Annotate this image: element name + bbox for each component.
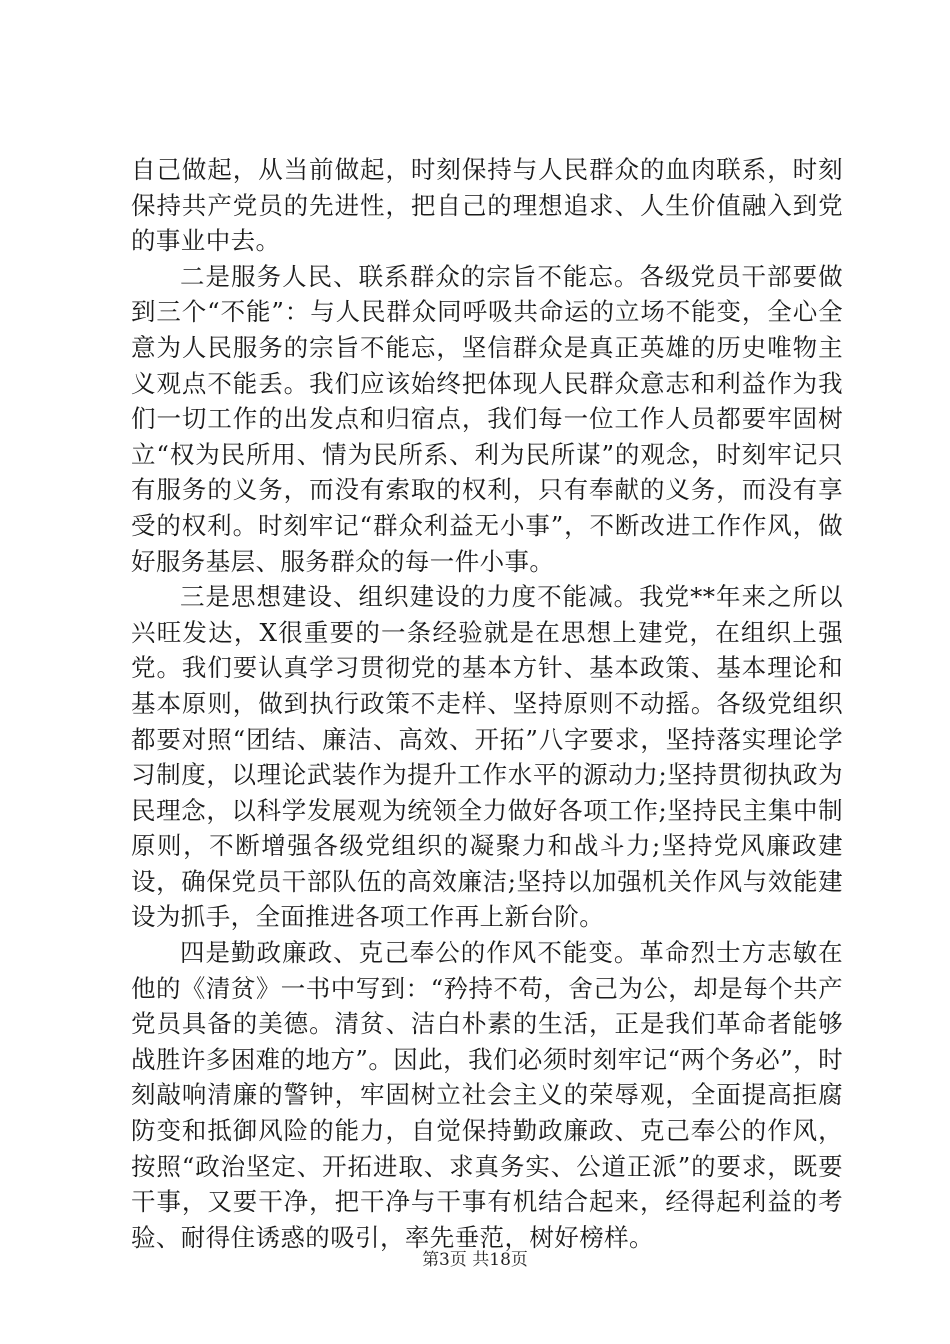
page-number-footer: 第3页 共18页: [422, 1250, 528, 1270]
paragraph-point-two: 二是服务人民、联系群众的宗旨不能忘。各级党员干部要做到三个“不能”：与人民群众同呼吸共命运的立场不能变，全心全意为人民服务的宗旨不能忘，坚信群众是真正英雄的历史唯物主义观点不能丢。我们应该始终把体现人民群众意志和利益作为我们一切工作的出发点和归宿点，我们每一位工作人员都要牢固树立“权为民所用、情为民所系、利为民所谋”的观念，时刻牢记只有服务的义务，而没有索取的权利，只有奉献的义务，而没有享受的权利。时刻牢记“群众利益无小事”，不断改进工作作风，做好服务基层、服务群众的每一件小事。: [131, 261, 843, 576]
body-text: [131, 152, 843, 1255]
paragraph-point-three: 三是思想建设、组织建设的力度不能减。我党**年来之所以兴旺发达，X很重要的一条经验就是在思想上建党，在组织上强党。我们要认真学习贯彻党的基本方针、基本政策、基本理论和基本原则，做到执行政策不走样、坚持原则不动摇。各级党组织都要对照“团结、廉洁、高效、开拓”八字要求，坚持落实理论学习制度，以理论武装作为提升工作水平的源动力;坚持贯彻执政为民理念，以科学发展观为统领全力做好各项工作;坚持民主集中制原则，不断增强各级党组织的凝聚力和战斗力;坚持党风廉政建设，确保党员干部队伍的高效廉洁;坚持以加强机关作风与效能建设为抓手，全面推进各项工作再上新台阶。: [131, 582, 843, 932]
paragraph-continuation: 自己做起，从当前做起，时刻保持与人民群众的血肉联系，时刻保持共产党员的先进性，把自己的理想追求、人生价值融入到党的事业中去。: [131, 155, 843, 256]
paragraph-point-four: 四是勤政廉政、克己奉公的作风不能变。革命烈士方志敏在他的《清贫》一书中写到：“矜持不苟，舍己为公，却是每个共产党员具备的美德。清贫、洁白朴素的生活，正是我们革命者能够战胜许多困难的地方”。因此，我们必须时刻牢记“两个务必”，时刻敲响清廉的警钟，牢固树立社会主义的荣辱观，全面提高拒腐防变和抵御风险的能力，自觉保持勤政廉政、克己奉公的作风，按照“政治坚定、开拓进取、求真务实、公道正派”的要求，既要干事，又要干净，把干净与干事有机结合起来，经得起利益的考验、耐得住诱惑的吸引，率先垂范，树好榜样。: [131, 938, 843, 1252]
